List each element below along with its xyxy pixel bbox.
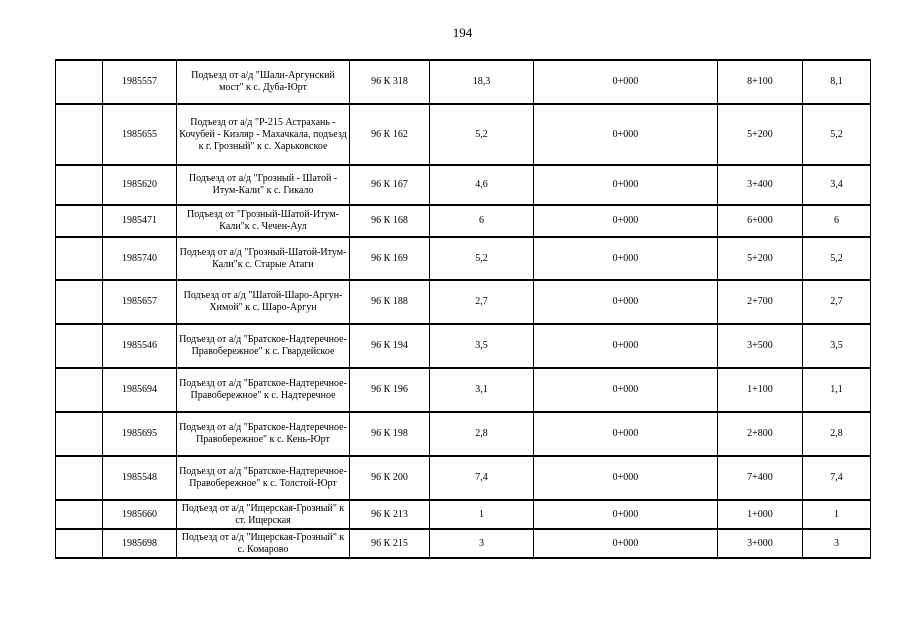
length-cell: 3,1 (430, 368, 534, 412)
table-row (56, 60, 871, 104)
end-km-cell: 8+100 (718, 60, 803, 104)
length-cell: 7,4 (430, 456, 534, 500)
value-cell: 2,7 (803, 280, 871, 324)
value-cell: 1 (803, 500, 871, 529)
road-id-cell: 96 К 196 (350, 368, 430, 412)
road-id-cell: 96 К 213 (350, 500, 430, 529)
roads-table (55, 59, 871, 559)
length-cell: 5,2 (430, 237, 534, 280)
code-cell: 1985740 (103, 237, 177, 280)
road-id-cell: 96 К 200 (350, 456, 430, 500)
value-cell: 3 (803, 529, 871, 558)
table-row (56, 529, 871, 558)
road-id-cell: 96 К 194 (350, 324, 430, 368)
road-id-cell: 96 К 188 (350, 280, 430, 324)
end-km-cell: 2+800 (718, 412, 803, 456)
road-name-cell: Подъезд от а/д "Р-215 Астрахань - Кочубей - Кизляр - Махачкала, подъезд к г. Грозный" к с. Харьковское (177, 104, 350, 165)
table-body (56, 60, 871, 558)
road-id-cell: 96 К 167 (350, 165, 430, 205)
end-km-cell: 2+700 (718, 280, 803, 324)
code-cell: 1985660 (103, 500, 177, 529)
road-name-cell: Подъезд от а/д "Ищерская-Грозный" к с. Комарово (177, 529, 350, 558)
empty-cell (56, 165, 103, 205)
value-cell: 8,1 (803, 60, 871, 104)
start-km-cell: 0+000 (534, 324, 718, 368)
end-km-cell: 5+200 (718, 104, 803, 165)
start-km-cell: 0+000 (534, 280, 718, 324)
empty-cell (56, 104, 103, 165)
value-cell: 7,4 (803, 456, 871, 500)
start-km-cell: 0+000 (534, 104, 718, 165)
end-km-cell: 5+200 (718, 237, 803, 280)
value-cell: 2,8 (803, 412, 871, 456)
start-km-cell: 0+000 (534, 412, 718, 456)
road-name-cell: Подъезд от а/д "Грозный-Шатой-Итум-Кали"к с. Старые Атаги (177, 237, 350, 280)
table-row (56, 368, 871, 412)
start-km-cell: 0+000 (534, 205, 718, 237)
table-row (56, 104, 871, 165)
road-name-cell: Подъезд от а/д "Братское-Надтеречное-Правобережное" к с. Толстой-Юрт (177, 456, 350, 500)
length-cell: 3,5 (430, 324, 534, 368)
start-km-cell: 0+000 (534, 529, 718, 558)
length-cell: 18,3 (430, 60, 534, 104)
empty-cell (56, 60, 103, 104)
table-row (56, 500, 871, 529)
road-name-cell: Подъезд от а/д "Шали-Аргунский мост" к с. Дуба-Юрт (177, 60, 350, 104)
start-km-cell: 0+000 (534, 456, 718, 500)
value-cell: 1,1 (803, 368, 871, 412)
end-km-cell: 3+000 (718, 529, 803, 558)
road-id-cell: 96 К 215 (350, 529, 430, 558)
table-row (56, 205, 871, 237)
road-id-cell: 96 К 198 (350, 412, 430, 456)
start-km-cell: 0+000 (534, 500, 718, 529)
page-number: 194 (452, 25, 473, 40)
road-id-cell: 96 К 162 (350, 104, 430, 165)
end-km-cell: 1+000 (718, 500, 803, 529)
empty-cell (56, 412, 103, 456)
code-cell: 1985698 (103, 529, 177, 558)
end-km-cell: 3+400 (718, 165, 803, 205)
code-cell: 1985548 (103, 456, 177, 500)
length-cell: 6 (430, 205, 534, 237)
end-km-cell: 1+100 (718, 368, 803, 412)
code-cell: 1985620 (103, 165, 177, 205)
road-name-cell: Подъезд от а/д "Братское-Надтеречное-Правобережное" к с. Надтеречное (177, 368, 350, 412)
empty-cell (56, 456, 103, 500)
road-id-cell: 96 К 168 (350, 205, 430, 237)
empty-cell (56, 529, 103, 558)
length-cell: 2,7 (430, 280, 534, 324)
value-cell: 6 (803, 205, 871, 237)
end-km-cell: 3+500 (718, 324, 803, 368)
value-cell: 5,2 (803, 104, 871, 165)
road-name-cell: Подъезд от а/д "Братское-Надтеречное-Правобережное" к с. Гвардейское (177, 324, 350, 368)
table-row (56, 456, 871, 500)
table-row (56, 237, 871, 280)
code-cell: 1985694 (103, 368, 177, 412)
start-km-cell: 0+000 (534, 368, 718, 412)
road-name-cell: Подъезд от а/д "Шатой-Шаро-Аргун-Химой" к с. Шаро-Аргун (177, 280, 350, 324)
empty-cell (56, 205, 103, 237)
code-cell: 1985546 (103, 324, 177, 368)
length-cell: 2,8 (430, 412, 534, 456)
length-cell: 5,2 (430, 104, 534, 165)
road-name-cell: Подъезд от а/д "Грозный - Шатой - Итум-Кали" к с. Гикало (177, 165, 350, 205)
empty-cell (56, 280, 103, 324)
empty-cell (56, 500, 103, 529)
length-cell: 3 (430, 529, 534, 558)
road-name-cell: Подъезд от "Грозный-Шатой-Итум-Кали"к с. Чечен-Аул (177, 205, 350, 237)
empty-cell (56, 368, 103, 412)
value-cell: 3,4 (803, 165, 871, 205)
code-cell: 1985655 (103, 104, 177, 165)
road-name-cell: Подъезд от а/д "Братское-Надтеречное-Правобережное" к с. Кень-Юрт (177, 412, 350, 456)
table-row (56, 324, 871, 368)
road-name-cell: Подъезд от а/д "Ищерская-Грозный" к ст. Ищерская (177, 500, 350, 529)
code-cell: 1985657 (103, 280, 177, 324)
code-cell: 1985695 (103, 412, 177, 456)
length-cell: 4,6 (430, 165, 534, 205)
code-cell: 1985471 (103, 205, 177, 237)
value-cell: 3,5 (803, 324, 871, 368)
start-km-cell: 0+000 (534, 237, 718, 280)
code-cell: 1985557 (103, 60, 177, 104)
empty-cell (56, 237, 103, 280)
road-id-cell: 96 К 318 (350, 60, 430, 104)
road-id-cell: 96 К 169 (350, 237, 430, 280)
empty-cell (56, 324, 103, 368)
table-row (56, 280, 871, 324)
length-cell: 1 (430, 500, 534, 529)
end-km-cell: 6+000 (718, 205, 803, 237)
end-km-cell: 7+400 (718, 456, 803, 500)
start-km-cell: 0+000 (534, 60, 718, 104)
table-row (56, 412, 871, 456)
value-cell: 5,2 (803, 237, 871, 280)
start-km-cell: 0+000 (534, 165, 718, 205)
table-row (56, 165, 871, 205)
